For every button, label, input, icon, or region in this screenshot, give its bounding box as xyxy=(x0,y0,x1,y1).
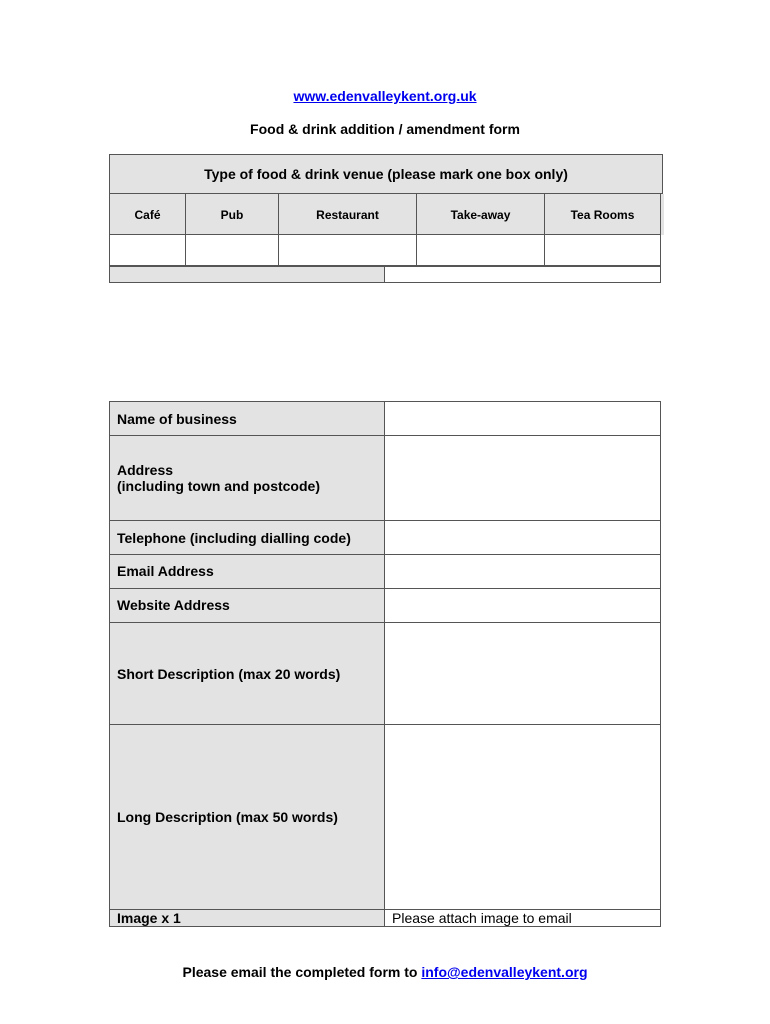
venue-label-tea-rooms: Tea Rooms xyxy=(544,193,661,236)
venue-footer-value-cell[interactable] xyxy=(384,266,661,283)
row-address xyxy=(109,435,661,521)
email-label: Email Address xyxy=(109,554,385,589)
venue-label-pub: Pub xyxy=(185,193,279,236)
short-description-label: Short Description (max 20 words) xyxy=(109,622,385,725)
site-url-link[interactable]: www.edenvalleykent.org.uk xyxy=(293,88,477,104)
address-label xyxy=(109,435,385,521)
venue-type-labels-row xyxy=(109,194,664,236)
image-instruction: Please attach image to email xyxy=(384,909,661,927)
image-label: Image x 1 xyxy=(109,909,385,927)
website-field[interactable] xyxy=(384,588,661,623)
row-image xyxy=(109,909,661,927)
venue-box-tea-rooms[interactable] xyxy=(544,234,661,266)
footer-email-link[interactable]: info@edenvalleykent.org xyxy=(421,964,588,980)
venue-box-take-away[interactable] xyxy=(416,234,545,266)
long-description-field[interactable] xyxy=(384,724,661,910)
row-telephone xyxy=(109,520,661,555)
footer-instruction xyxy=(0,964,770,980)
footer-text: Please email the completed form to xyxy=(182,964,418,980)
address-label-line1: Address xyxy=(117,462,174,478)
address-label-line2: (including town and postcode) xyxy=(117,478,320,494)
venue-box-cafe[interactable] xyxy=(109,234,186,266)
long-description-label: Long Description (max 50 words) xyxy=(109,724,385,910)
address-field[interactable] xyxy=(384,435,661,521)
business-name-field[interactable] xyxy=(384,401,661,436)
venue-label-cafe: Café xyxy=(109,193,186,236)
venue-box-pub[interactable] xyxy=(185,234,279,266)
telephone-label: Telephone (including dialling code) xyxy=(109,520,385,555)
venue-footer-label-cell xyxy=(109,266,385,283)
row-long-description xyxy=(109,724,661,910)
short-description-field[interactable] xyxy=(384,622,661,725)
venue-type-boxes-row xyxy=(109,235,664,266)
venue-type-heading: Type of food & drink venue (please mark one box only) xyxy=(109,154,663,194)
site-url-line xyxy=(0,88,770,104)
telephone-field[interactable] xyxy=(384,520,661,555)
form-title: Food & drink addition / amendment form xyxy=(250,121,520,137)
row-short-description xyxy=(109,622,661,725)
venue-box-restaurant[interactable] xyxy=(278,234,417,266)
row-website xyxy=(109,588,661,623)
email-field[interactable] xyxy=(384,554,661,589)
row-email xyxy=(109,554,661,589)
website-label: Website Address xyxy=(109,588,385,623)
venue-label-restaurant: Restaurant xyxy=(278,193,417,236)
venue-label-take-away: Take-away xyxy=(416,193,545,236)
row-business-name xyxy=(109,401,661,436)
business-name-label: Name of business xyxy=(109,401,385,436)
